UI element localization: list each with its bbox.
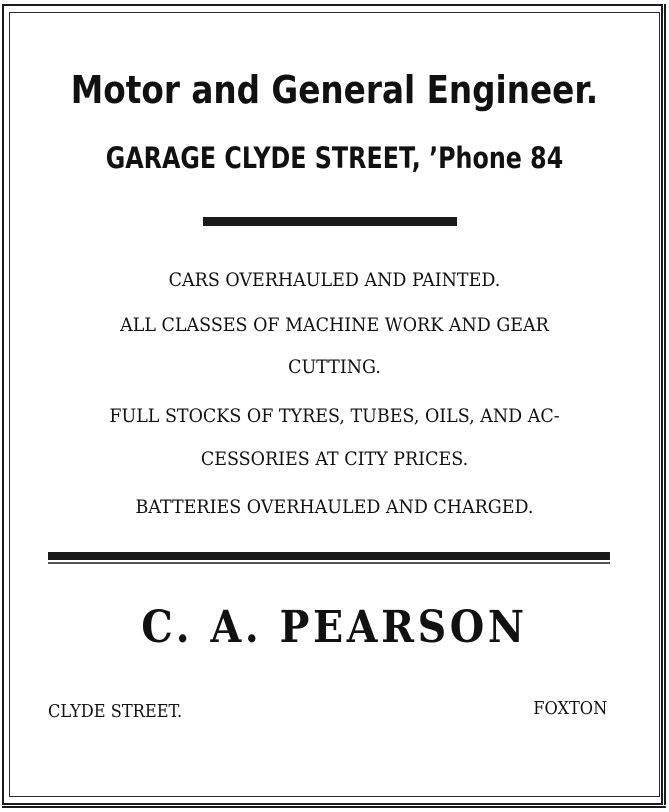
- divider-short: [203, 217, 457, 226]
- service-line: CARS OVERHAULED AND PAINTED.: [168, 269, 501, 291]
- address-town: FOXTON: [532, 698, 607, 719]
- service-line: BATTERIES OVERHAULED AND CHARGED.: [135, 496, 534, 518]
- headline: Motor and General Engineer.: [70, 68, 599, 112]
- service-line: FULL STOCKS OF TYRES, TUBES, OILS, AND AC-: [109, 405, 560, 427]
- proprietor-name: C. A. PEARSON: [141, 602, 528, 653]
- garage-address-phone: GARAGE CLYDE STREET, ’Phone 84: [105, 141, 564, 175]
- service-line: ALL CLASSES OF MACHINE WORK AND GEAR: [120, 314, 549, 336]
- service-line: CESSORIES AT CITY PRICES.: [200, 448, 469, 470]
- right-border-rule: [664, 4, 666, 805]
- service-line: CUTTING.: [288, 356, 381, 378]
- address-street: CLYDE STREET.: [48, 701, 183, 722]
- divider-long: [48, 552, 610, 560]
- bottom-border-rule: [2, 806, 666, 808]
- divider-long-underline: [48, 562, 610, 564]
